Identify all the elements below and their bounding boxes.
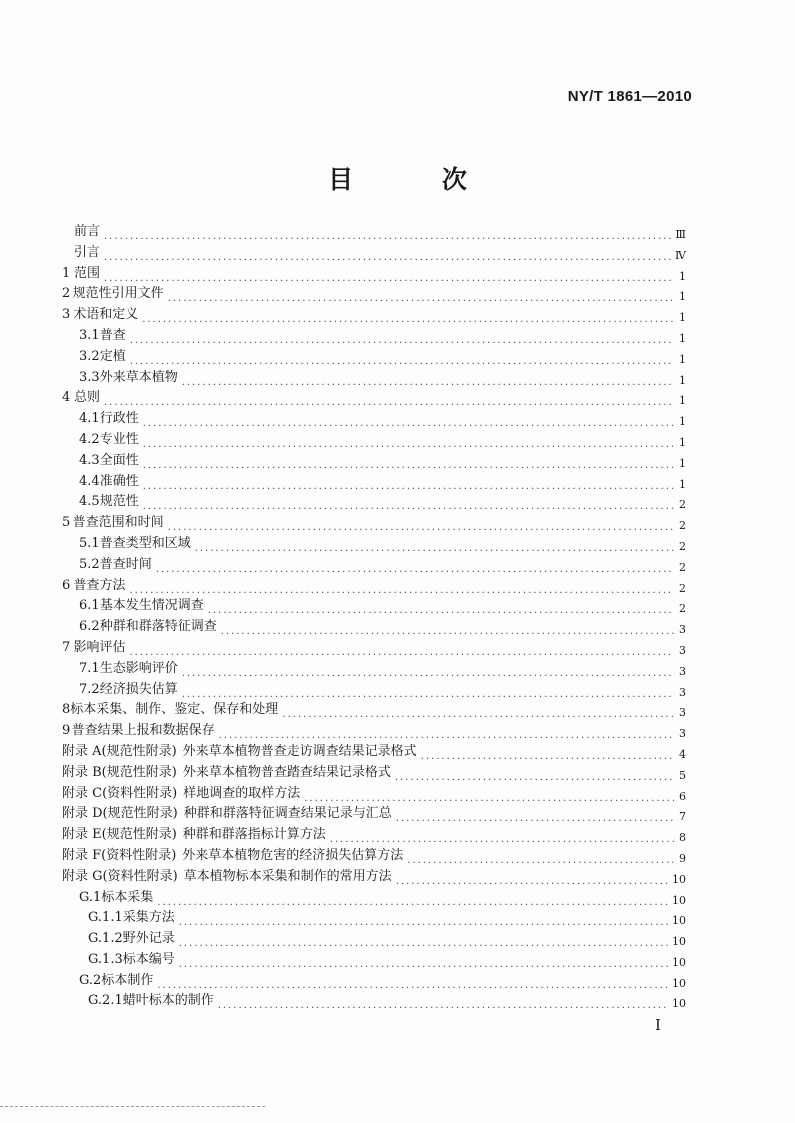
toc-entry-number: 附录 E(规范性附录) bbox=[62, 827, 177, 843]
toc-entry[interactable] bbox=[62, 888, 686, 909]
toc-entry-page: 3 bbox=[679, 664, 686, 678]
toc-entry-number: 7 bbox=[62, 639, 71, 655]
toc-entry-title: 标本编号 bbox=[122, 951, 175, 967]
toc-entry-title: 外来草本植物普查走访调查结果记录格式 bbox=[182, 743, 417, 759]
toc-entry-number: 附录 B(规范性附录) bbox=[62, 764, 177, 780]
toc-entry-page: 1 bbox=[679, 477, 686, 491]
toc-entry-page: 10 bbox=[672, 893, 686, 907]
toc-entry-title: 总则 bbox=[73, 390, 100, 406]
toc-entry-number: 1 bbox=[62, 265, 71, 281]
toc-entry-number: 附录 D(规范性附录) bbox=[62, 806, 178, 822]
toc-entry-number: 4.1 bbox=[79, 411, 100, 427]
toc-entry-number: 5.1 bbox=[79, 535, 100, 551]
toc-entry[interactable] bbox=[62, 721, 686, 742]
toc-entry-page: 2 bbox=[679, 560, 686, 574]
toc-entry[interactable] bbox=[62, 430, 686, 451]
toc-entry-title: 影响评估 bbox=[73, 639, 126, 655]
toc-entry-page: 2 bbox=[679, 581, 686, 595]
toc-entry-number: G.2 bbox=[79, 972, 102, 988]
toc-entry-page: 2 bbox=[679, 539, 686, 553]
toc-entry-page: 4 bbox=[679, 747, 686, 761]
toc-entry-page: Ⅳ bbox=[675, 248, 686, 262]
toc-entry-title: 外来草本植物普查踏查结果记录格式 bbox=[182, 764, 391, 780]
toc-entry-title: 种群和群落特征调查结果记录与汇总 bbox=[183, 806, 392, 822]
toc-entry-page: Ⅲ bbox=[675, 228, 686, 241]
toc-entry-page: 1 bbox=[679, 456, 686, 470]
toc-entry[interactable] bbox=[62, 700, 686, 721]
toc-entry-title: 野外记录 bbox=[122, 931, 175, 947]
toc-entry[interactable] bbox=[62, 617, 686, 638]
toc-entry[interactable] bbox=[62, 763, 686, 784]
toc-entry-number: 4.4 bbox=[79, 473, 100, 489]
toc-entry-title: 种群和群落特征调查 bbox=[99, 619, 217, 635]
toc-entry-title: 普查类型和区域 bbox=[99, 535, 191, 551]
toc-entry-number: 附录 C(资料性附录) bbox=[62, 785, 178, 801]
toc-entry-number: 4.5 bbox=[79, 494, 100, 510]
toc-entry-page: 10 bbox=[672, 997, 686, 1011]
toc-entry-page: 10 bbox=[672, 914, 686, 928]
toc-entry-title: 普查 bbox=[99, 327, 126, 343]
toc-entry-number: 3.3 bbox=[79, 369, 100, 385]
toc-entry-page: 3 bbox=[679, 643, 686, 657]
toc-entry-title: 外来草本植物危害的经济损失估算方法 bbox=[182, 847, 404, 863]
toc-entry-page: 2 bbox=[679, 519, 686, 533]
toc-entry-title: 普查结果上报和数据保存 bbox=[71, 723, 215, 739]
toc-dot-leader bbox=[218, 996, 668, 1017]
toc-entry-number: 3.1 bbox=[79, 327, 100, 343]
standard-code: NY/T 1861—2010 bbox=[567, 88, 692, 105]
toc-entry[interactable] bbox=[62, 742, 686, 763]
toc-entry-page: 1 bbox=[679, 394, 686, 408]
toc-entry[interactable] bbox=[62, 243, 686, 264]
toc-entry-title: 蜡叶标本的制作 bbox=[122, 993, 214, 1009]
toc-entry-number: 附录 F(资料性附录) bbox=[62, 847, 177, 863]
toc-entry[interactable] bbox=[62, 908, 686, 929]
toc-entry[interactable] bbox=[62, 222, 686, 243]
toc-entry-number: 6.1 bbox=[79, 598, 100, 614]
toc-entry[interactable] bbox=[62, 659, 686, 680]
toc-entry-title: 样地调查的取样方法 bbox=[183, 785, 301, 801]
toc-entry-page: 6 bbox=[679, 789, 686, 803]
toc-entry-number: G.1 bbox=[79, 889, 102, 905]
toc-entry-number: 6.2 bbox=[79, 619, 100, 635]
toc-entry-title: 规范性引用文件 bbox=[72, 286, 164, 302]
toc-entry-page: 2 bbox=[679, 602, 686, 616]
toc-entry[interactable] bbox=[62, 284, 686, 305]
toc-entry-number: 3 bbox=[62, 307, 71, 323]
toc-entry-title: 全面性 bbox=[99, 452, 139, 468]
toc-entry[interactable] bbox=[62, 513, 686, 534]
toc-entry-title: 规范性 bbox=[99, 494, 139, 510]
toc-entry[interactable] bbox=[62, 825, 686, 846]
toc-entry[interactable] bbox=[62, 991, 686, 1012]
toc-entry-number: 附录 A(规范性附录) bbox=[62, 743, 177, 759]
toc-entry-number: G.2.1 bbox=[88, 993, 123, 1009]
toc-entry[interactable] bbox=[62, 326, 686, 347]
toc-entry-title: 普查方法 bbox=[73, 577, 126, 593]
toc-entry-number: 2 bbox=[62, 286, 71, 302]
page-number: I bbox=[655, 1016, 661, 1034]
toc-entry-page: 3 bbox=[679, 727, 686, 741]
toc-entry[interactable] bbox=[62, 784, 686, 805]
toc-entry-title: 专业性 bbox=[99, 431, 139, 447]
toc-entry-title: 定植 bbox=[99, 348, 126, 364]
toc-entry[interactable] bbox=[62, 472, 686, 493]
toc-entry[interactable] bbox=[62, 680, 686, 701]
toc-entry[interactable] bbox=[62, 576, 686, 597]
toc-entry-page: 10 bbox=[672, 976, 686, 990]
toc-entry[interactable] bbox=[62, 388, 686, 409]
toc-entry-number: 4.3 bbox=[79, 452, 100, 468]
toc-entry-page: 5 bbox=[679, 768, 686, 782]
toc-entry-page: 2 bbox=[679, 498, 686, 512]
toc-entry-page: 1 bbox=[679, 311, 686, 325]
toc-entry[interactable] bbox=[62, 555, 686, 576]
toc-entry-title: 种群和群落指标计算方法 bbox=[182, 827, 326, 843]
toc-entry[interactable] bbox=[62, 451, 686, 472]
toc-entry-number: 9 bbox=[62, 723, 71, 739]
toc-entry-number: 附录 G(资料性附录) bbox=[62, 868, 178, 884]
toc-entry-title: 术语和定义 bbox=[73, 307, 139, 323]
toc-entry-number: 5 bbox=[62, 515, 71, 531]
toc-entry[interactable] bbox=[62, 492, 686, 513]
toc-entry-page: 3 bbox=[679, 706, 686, 720]
toc-entry-page: 9 bbox=[679, 851, 686, 865]
toc-entry-number: G.1.1 bbox=[88, 910, 123, 926]
toc-entry-number: G.1.2 bbox=[88, 931, 123, 947]
toc-entry-page: 10 bbox=[672, 955, 686, 969]
toc-entry-title: 外来草本植物 bbox=[99, 369, 178, 385]
toc-entry-title: 准确性 bbox=[99, 473, 139, 489]
toc-entry-number: 5.2 bbox=[79, 556, 100, 572]
toc-entry-number: 3.2 bbox=[79, 348, 100, 364]
toc-entry[interactable] bbox=[62, 804, 686, 825]
toc-entry-page: 1 bbox=[679, 290, 686, 304]
toc-entry-page: 8 bbox=[679, 831, 686, 845]
toc-entry-title: 标本采集 bbox=[101, 889, 154, 905]
toc-entry-title: 普查时间 bbox=[99, 556, 152, 572]
toc-entry-number: 4 bbox=[62, 390, 71, 406]
toc-entry-page: 7 bbox=[679, 810, 686, 824]
toc-entry-number: 4.2 bbox=[79, 431, 100, 447]
toc-entry[interactable] bbox=[62, 867, 686, 888]
toc-entry-page: 1 bbox=[679, 415, 686, 429]
toc-entry[interactable] bbox=[62, 950, 686, 971]
toc-entry-title: 标本制作 bbox=[101, 972, 154, 988]
toc-entry-page: 10 bbox=[672, 872, 686, 886]
toc-entry-title: 引言 bbox=[73, 244, 100, 260]
toc-entry-title: 采集方法 bbox=[122, 910, 175, 926]
toc-entry[interactable] bbox=[62, 534, 686, 555]
toc-entry-title: 经济损失估算 bbox=[99, 681, 178, 697]
scan-edge-line bbox=[0, 1106, 265, 1107]
toc-entry-title: 基本发生情况调查 bbox=[99, 598, 204, 614]
toc-entry-title: 前言 bbox=[73, 224, 100, 239]
toc-entry[interactable] bbox=[62, 638, 686, 659]
toc-entry-page: 3 bbox=[679, 623, 686, 637]
toc-entry-number: 8 bbox=[62, 702, 71, 718]
toc-entry-page: 3 bbox=[679, 685, 686, 699]
toc-entry-title: 行政性 bbox=[99, 411, 139, 427]
toc-entry-title: 标本采集、制作、鉴定、保存和处理 bbox=[70, 702, 279, 718]
toc-entry[interactable] bbox=[62, 929, 686, 950]
toc-entry[interactable] bbox=[62, 264, 686, 285]
toc-entry-title: 普查范围和时间 bbox=[72, 515, 164, 531]
toc-entry-title: 生态影响评价 bbox=[99, 660, 178, 676]
toc-entry-page: 1 bbox=[679, 373, 686, 387]
toc-entry-number: 7.1 bbox=[79, 660, 100, 676]
toc-entry[interactable] bbox=[62, 347, 686, 368]
toc-entry-title: 草本植物标本采集和制作的常用方法 bbox=[183, 868, 392, 884]
toc-entry-title: 范围 bbox=[73, 265, 100, 281]
table-of-contents bbox=[62, 222, 686, 1012]
toc-entry-number: G.1.3 bbox=[88, 951, 123, 967]
toc-entry-number: 6 bbox=[62, 577, 71, 593]
toc-entry-page: 10 bbox=[672, 935, 686, 949]
toc-entry-page: 1 bbox=[679, 435, 686, 449]
toc-entry[interactable] bbox=[62, 971, 686, 992]
toc-entry[interactable] bbox=[62, 846, 686, 867]
page-title: 目 次 bbox=[328, 165, 507, 194]
toc-entry-number: 7.2 bbox=[79, 681, 100, 697]
toc-entry[interactable] bbox=[62, 368, 686, 389]
toc-entry[interactable] bbox=[62, 305, 686, 326]
toc-entry[interactable] bbox=[62, 596, 686, 617]
toc-entry[interactable] bbox=[62, 409, 686, 430]
toc-entry-page: 1 bbox=[679, 352, 686, 366]
toc-entry-page: 1 bbox=[679, 269, 686, 283]
toc-entry-page: 1 bbox=[679, 331, 686, 345]
